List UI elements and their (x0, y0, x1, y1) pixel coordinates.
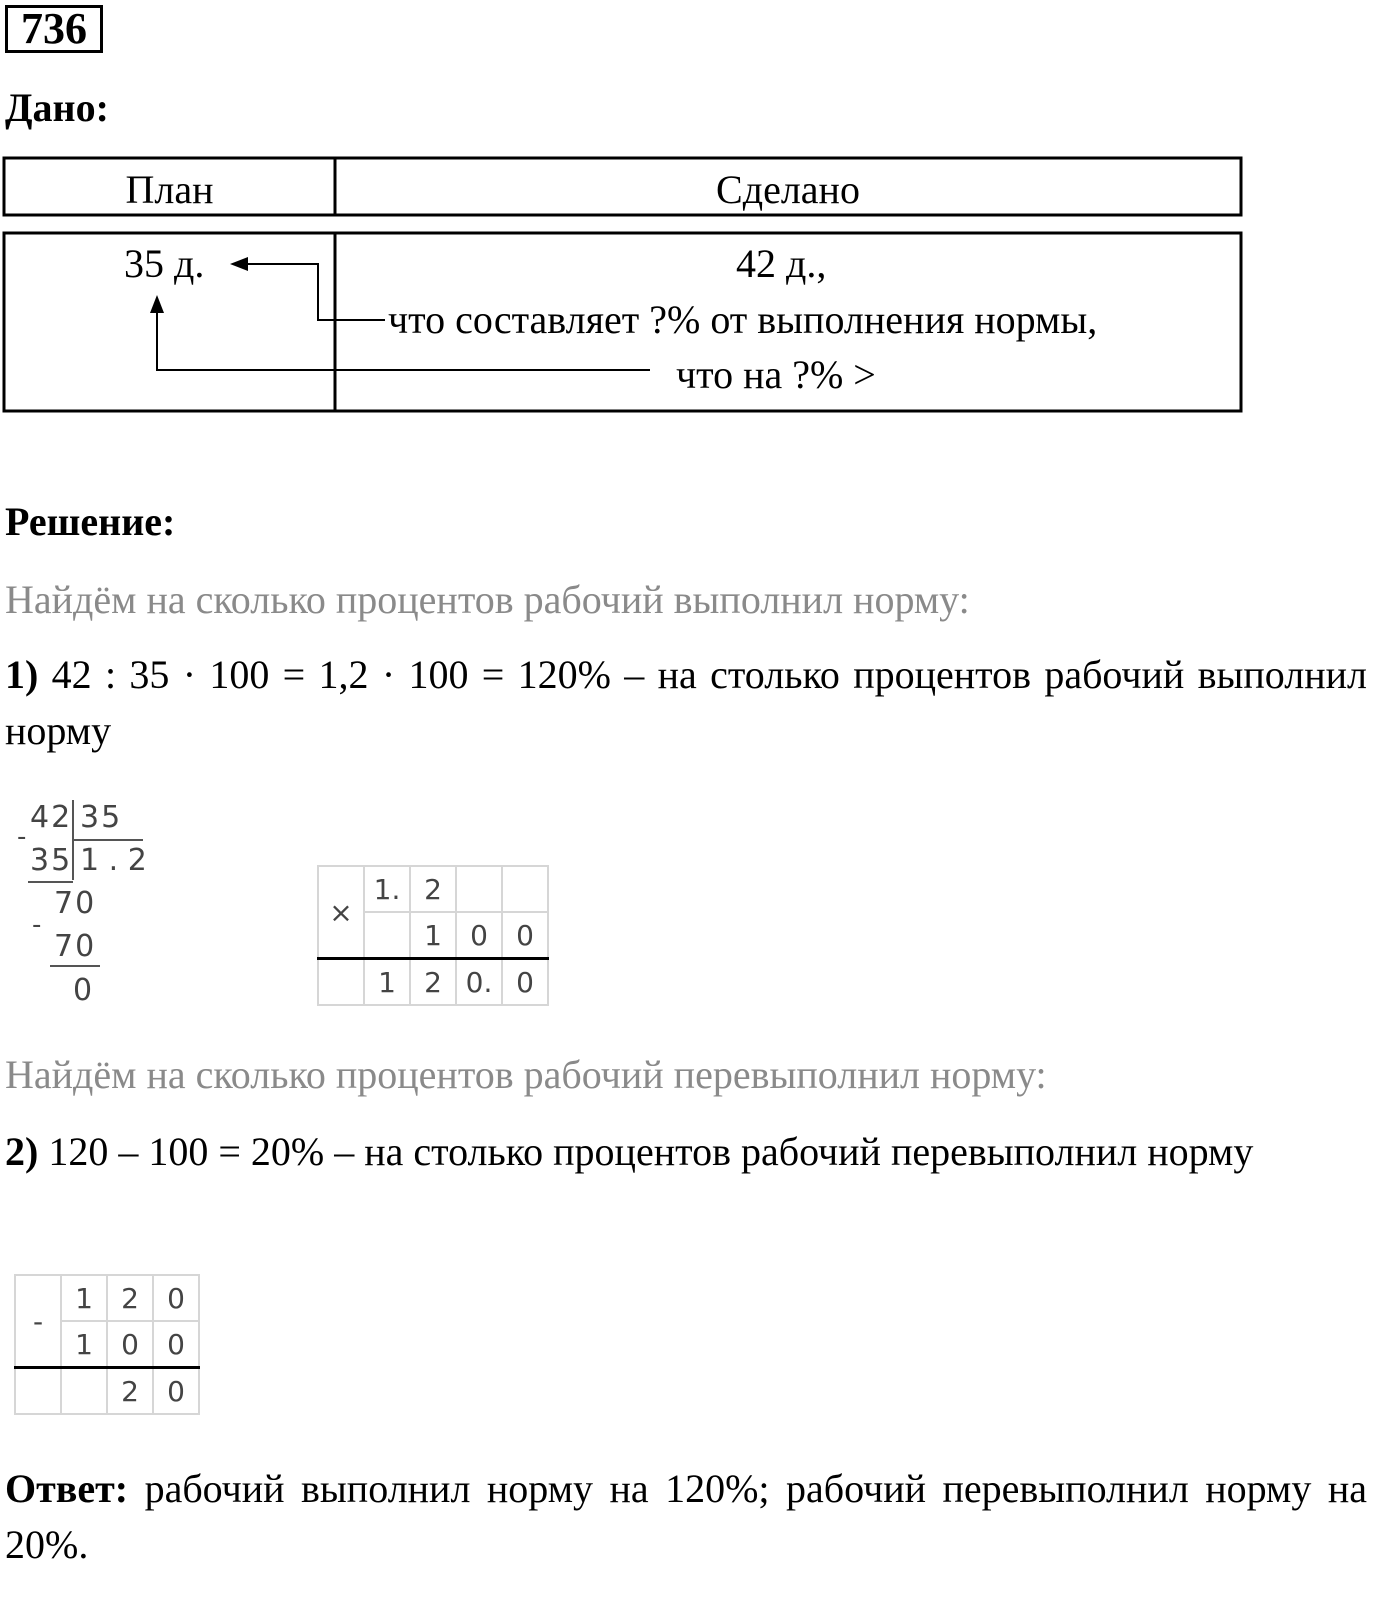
grid-cell: 1 (61, 1321, 107, 1368)
subtraction-grid (14, 1274, 200, 1415)
col-plan-header: План (125, 167, 214, 212)
grid-cell: 0 (153, 1275, 199, 1321)
answer (5, 1461, 1367, 1573)
step-1-label: 1) (5, 652, 39, 697)
problem-number: 736 (5, 5, 103, 53)
grid-cell: 0 (153, 1368, 199, 1415)
plan-value: 35 д. (124, 241, 205, 286)
arrow-line-1 (248, 264, 385, 320)
grid-cell: 1. (364, 866, 410, 912)
remainder-1: 70 (54, 886, 97, 921)
hint-1: Найдём на сколько процентов рабочий выполнил норму: (5, 577, 970, 622)
question-percent-over: что на ?% > (676, 352, 876, 397)
step-2 (5, 1124, 1367, 1180)
grid-cell (456, 866, 502, 912)
question-percent-of-norm: что составляет ?% от выполнения нормы, (388, 297, 1098, 342)
grid-cell: 0 (153, 1321, 199, 1368)
grid-cell: 2 (410, 959, 456, 1006)
step-1 (5, 647, 1367, 759)
grid-cell: 0. (456, 959, 502, 1006)
dividend: 42 (30, 800, 73, 835)
minus-sign-1: - (17, 822, 27, 852)
hint-2: Найдём на сколько процентов рабочий перевыполнил норму: (5, 1052, 1047, 1097)
long-division (0, 0, 1, 1)
grid-cell: 2 (410, 866, 456, 912)
grid-cell: 1 (364, 959, 410, 1006)
grid-cell: 0 (502, 912, 548, 959)
grid-cell (318, 959, 364, 1006)
grid-cell: 0 (107, 1321, 153, 1368)
grid-cell (502, 866, 548, 912)
given-heading: Дано: (5, 85, 109, 130)
remainder-final: 0 (73, 973, 93, 1008)
minus-sign-2: - (32, 910, 42, 940)
minus-operator: - (15, 1275, 61, 1368)
solution-heading: Решение: (5, 499, 176, 544)
grid-cell (364, 912, 410, 959)
quotient: 1 . 2 (80, 843, 147, 878)
multiply-operator: × (318, 866, 364, 959)
grid-cell: 1 (410, 912, 456, 959)
col-done-header: Сделано (716, 167, 860, 212)
grid-cell: 0 (502, 959, 548, 1006)
answer-text: рабочий выполнил норму на 120%; рабочий перевыполнил норму на 20%. (5, 1466, 1368, 1567)
subtrahend-1: 35 (30, 843, 73, 878)
grid-cell (15, 1368, 61, 1415)
answer-label: Ответ: (5, 1466, 129, 1511)
divisor: 35 (80, 800, 123, 835)
done-value: 42 д., (736, 241, 827, 286)
step-2-label: 2) (5, 1129, 39, 1174)
grid-cell: 2 (107, 1275, 153, 1321)
grid-cell: 0 (456, 912, 502, 959)
grid-cell: 2 (107, 1368, 153, 1415)
arrowhead-up-icon (150, 295, 164, 313)
subtrahend-2: 70 (54, 929, 97, 964)
step-1-text: 42 : 35 · 100 = 1,2 · 100 = 120% – на столько процентов рабочий выполнил норму (5, 652, 1368, 753)
arrowhead-left-icon (230, 257, 248, 271)
grid-cell: 1 (61, 1275, 107, 1321)
grid-cell (61, 1368, 107, 1415)
multiplication-grid (317, 865, 549, 1006)
step-2-text: 120 – 100 = 20% – на столько процентов рабочий перевыполнил норму (48, 1129, 1254, 1174)
